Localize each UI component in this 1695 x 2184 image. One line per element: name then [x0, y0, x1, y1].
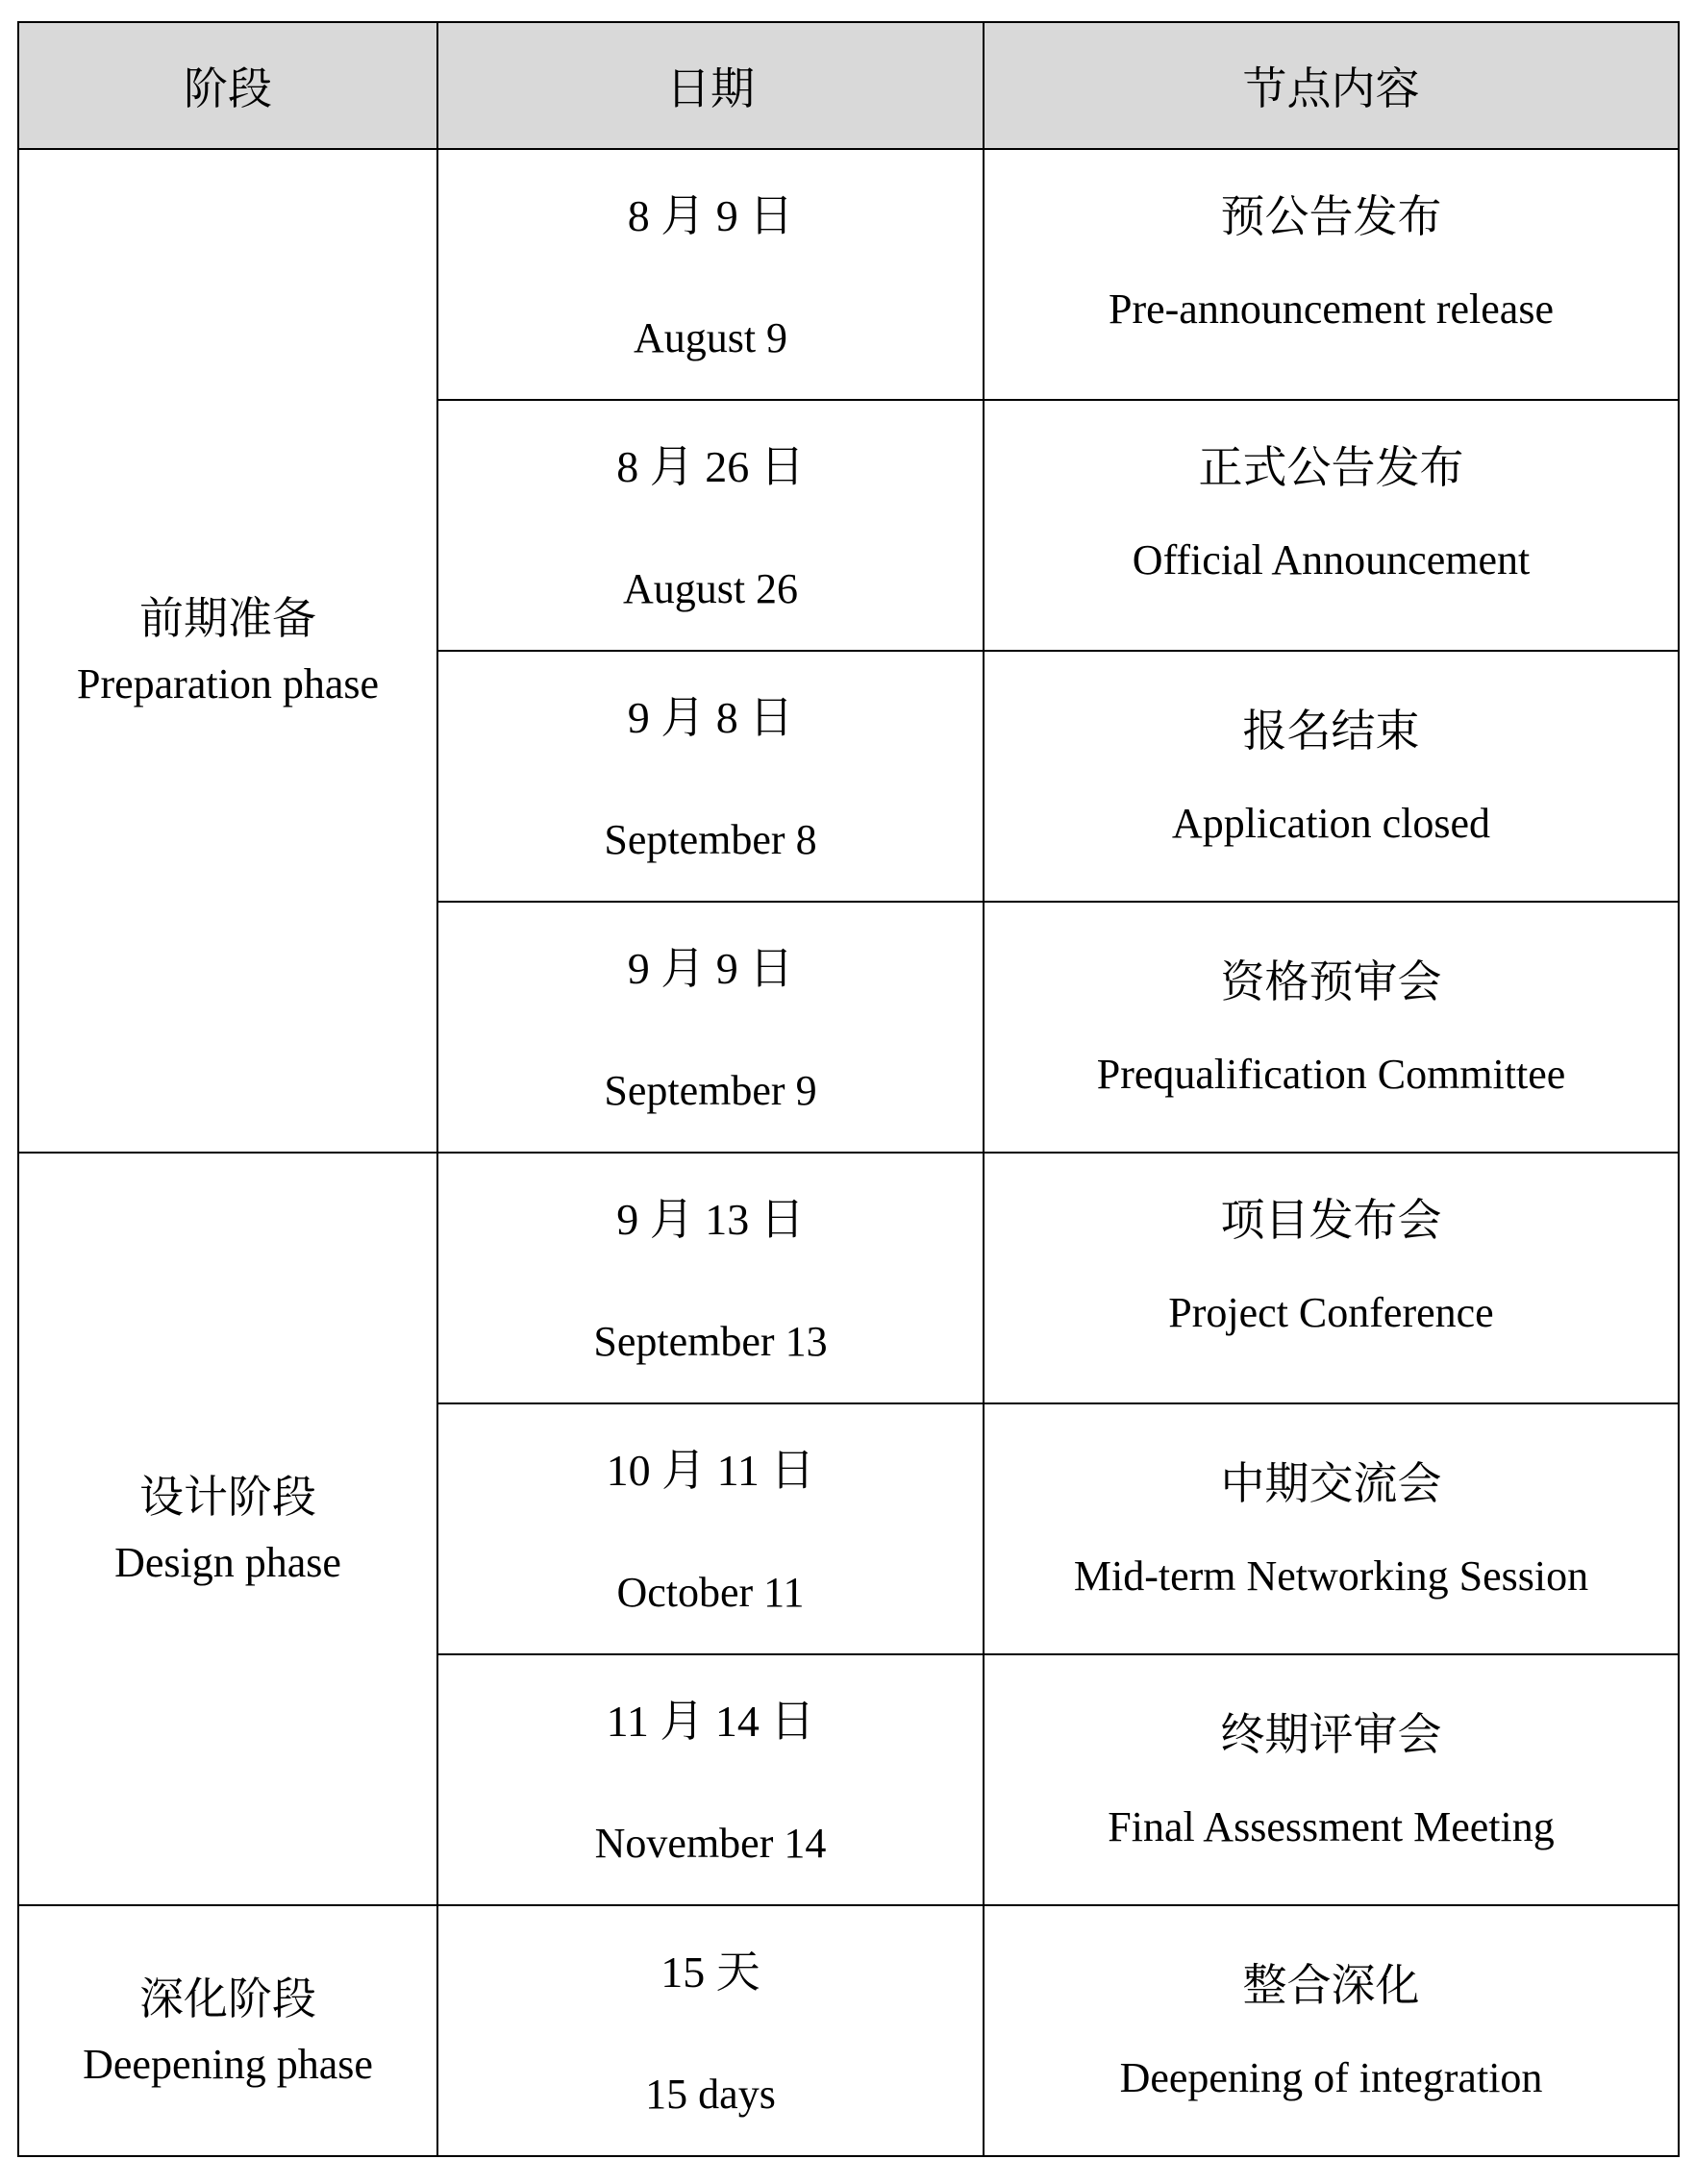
- node-zh: 报名结束: [1242, 704, 1420, 757]
- date-en: August 9: [633, 314, 788, 361]
- header-node: 节点内容: [984, 22, 1679, 149]
- date-zh: 9 月 8 日: [627, 693, 794, 742]
- date-en: September 13: [593, 1318, 828, 1365]
- node-zh: 项目发布会: [1220, 1194, 1442, 1246]
- node-zh: 中期交流会: [1220, 1456, 1442, 1509]
- phase-cell-design: [18, 1153, 437, 1905]
- node-zh: 预公告发布: [1220, 190, 1442, 242]
- date-en: 15 days: [645, 2071, 776, 2118]
- date-zh: 8 月 9 日: [627, 191, 794, 240]
- date-en: September 8: [604, 816, 817, 863]
- date-cell: [437, 1905, 984, 2156]
- node-cell: [984, 902, 1679, 1153]
- phase-zh: 设计阶段: [139, 1470, 316, 1523]
- date-cell: [437, 651, 984, 902]
- schedule-table: [17, 21, 1680, 2157]
- date-cell: [437, 1153, 984, 1403]
- date-zh: 10 月 11 日: [606, 1446, 815, 1495]
- node-cell: [984, 149, 1679, 400]
- date-en: October 11: [616, 1569, 805, 1616]
- table-row: [18, 149, 1679, 400]
- header-row: [18, 22, 1679, 149]
- date-en: September 9: [604, 1067, 817, 1114]
- table-row: [18, 1905, 1679, 2156]
- date-zh: 15 天: [661, 1948, 760, 1997]
- phase-cell-preparation: [18, 149, 437, 1153]
- node-cell: [984, 1153, 1679, 1403]
- node-cell: [984, 651, 1679, 902]
- node-en: Mid-term Networking Session: [1073, 1551, 1589, 1600]
- header-phase: 阶段: [18, 22, 437, 149]
- node-zh: 正式公告发布: [1198, 441, 1464, 493]
- phase-zh: 深化阶段: [139, 1972, 316, 2024]
- date-zh: 8 月 26 日: [616, 442, 805, 491]
- node-zh: 资格预审会: [1220, 955, 1442, 1007]
- node-en: Prequalification Committee: [1096, 1050, 1566, 1098]
- date-cell: [437, 400, 984, 651]
- node-cell: [984, 1905, 1679, 2156]
- node-cell: [984, 400, 1679, 651]
- node-zh: 终期评审会: [1220, 1707, 1442, 1760]
- phase-cell-deepening: [18, 1905, 437, 2156]
- date-en: November 14: [594, 1820, 827, 1867]
- phase-zh: 前期准备: [139, 592, 316, 644]
- date-cell: [437, 149, 984, 400]
- node-en: Pre-announcement release: [1109, 285, 1554, 333]
- phase-en: Preparation phase: [77, 660, 379, 707]
- node-zh: 整合深化: [1242, 1958, 1420, 2011]
- table-row: [18, 1153, 1679, 1403]
- header-date: 日期: [437, 22, 984, 149]
- node-cell: [984, 1403, 1679, 1654]
- date-zh: 9 月 13 日: [616, 1195, 805, 1244]
- node-en: Final Assessment Meeting: [1108, 1802, 1555, 1850]
- node-cell: [984, 1654, 1679, 1905]
- node-en: Deepening of integration: [1119, 2053, 1543, 2101]
- date-en: August 26: [622, 565, 799, 612]
- date-cell: [437, 1654, 984, 1905]
- phase-en: Deepening phase: [83, 2040, 373, 2088]
- date-zh: 11 月 14 日: [606, 1697, 815, 1746]
- date-cell: [437, 902, 984, 1153]
- node-en: Official Announcement: [1132, 536, 1531, 583]
- phase-en: Design phase: [114, 1538, 341, 1586]
- date-cell: [437, 1403, 984, 1654]
- date-zh: 9 月 9 日: [627, 944, 794, 993]
- node-en: Project Conference: [1168, 1289, 1494, 1336]
- node-en: Application closed: [1171, 799, 1491, 847]
